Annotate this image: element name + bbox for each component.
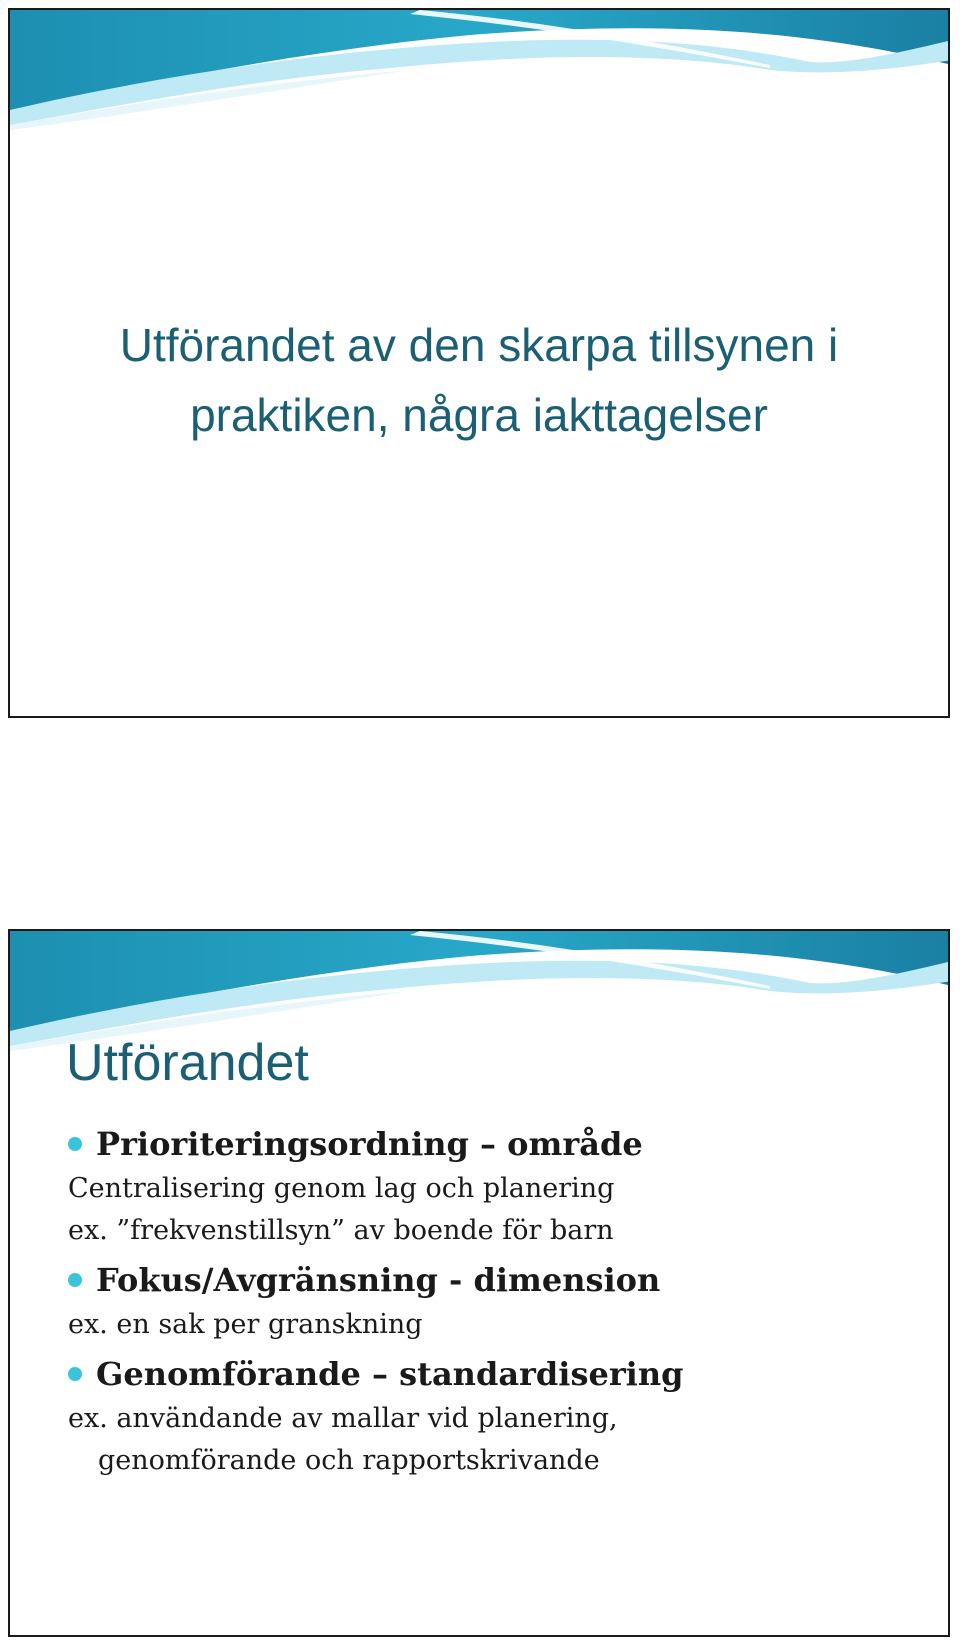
content-slide <box>8 929 950 1637</box>
bullet-item <box>68 1120 928 1168</box>
slide-title <box>10 310 948 450</box>
bullet-heading: Fokus/Avgränsning - dimension <box>96 1261 661 1299</box>
slide-title-line-2: praktiken, några iakttagelser <box>190 389 768 441</box>
slide-title: Utförandet <box>66 1034 309 1092</box>
bullet-list <box>68 1116 928 1482</box>
title-slide <box>8 8 950 718</box>
bullet-sub-text: Centralisering genom lag och planering <box>68 1173 615 1204</box>
wave-banner <box>10 10 950 130</box>
bullet-item <box>68 1256 928 1304</box>
bullet-sub-text: genomförande och rapportskrivande <box>98 1445 600 1476</box>
bullet-heading: Prioriteringsordning – område <box>96 1125 643 1163</box>
bullet-sub-text: ex. användande av mallar vid planering, <box>68 1403 618 1434</box>
bullet-sub-text: ex. en sak per granskning <box>68 1309 423 1340</box>
bullet-dot-icon <box>68 1367 82 1381</box>
bullet-dot-icon <box>68 1137 82 1151</box>
slide-title-line-1: Utförandet av den skarpa tillsynen i <box>119 319 839 371</box>
bullet-item <box>68 1350 928 1398</box>
bullet-sub-text: ex. ”frekvenstillsyn” av boende för barn <box>68 1215 614 1246</box>
bullet-heading: Genomförande – standardisering <box>96 1355 684 1393</box>
bullet-dot-icon <box>68 1273 82 1287</box>
